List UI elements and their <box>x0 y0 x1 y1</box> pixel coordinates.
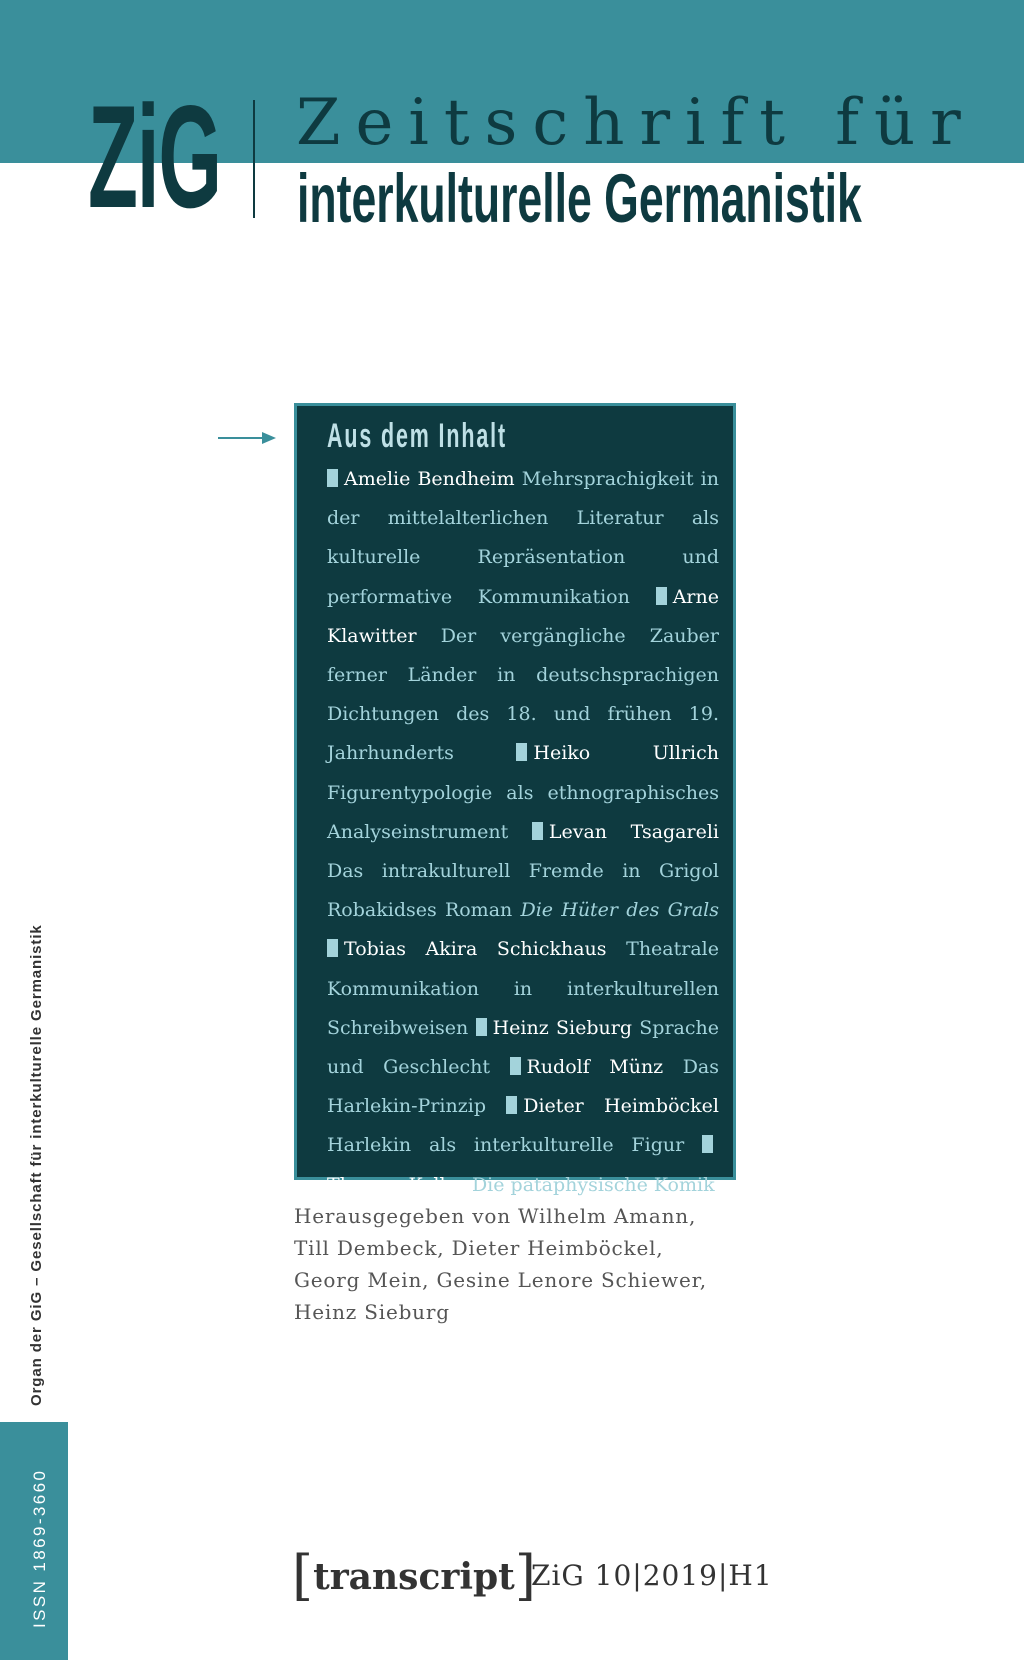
editors-credit <box>294 1200 724 1328</box>
publisher-bracket-close: ] <box>514 1544 536 1607</box>
contents-entry <box>327 586 719 765</box>
entry-author: Amelie Bendheim <box>344 468 515 490</box>
entry-marker-icon <box>702 1135 713 1153</box>
journal-title-line1: Zeitschrift für <box>296 86 976 160</box>
entry-title: Die pataphysische Komik <box>471 1173 715 1196</box>
entry-title: Theatrale Kommunikation in interkulturellen Schreibweisen <box>327 938 719 1039</box>
publisher-name: transcript <box>313 1556 515 1598</box>
entry-title: Mehrsprachigkeit in der mittelalterlichen Literatur als kulturelle Repräsentation und performative Kommunikation <box>327 468 719 608</box>
publisher-bracket-open: [ <box>292 1544 314 1607</box>
entry-title: Das intrakulturell Fremde in Grigol Robakidses Roman <box>327 860 719 922</box>
entry-marker-icon <box>327 469 338 487</box>
entry-title: Der vergängliche Zauber ferner Länder in deutschsprachigen Dichtungen des 18. und frühen 19. Jahrhunderts <box>327 624 719 765</box>
entry-marker-icon <box>532 822 543 840</box>
entry-title: Harlekin als interkulturelle Figur <box>327 1134 685 1157</box>
entry-author: Levan Tsagareli <box>548 820 719 843</box>
editors-line: Heinz Sieburg <box>294 1300 450 1324</box>
entry-marker-icon <box>506 1096 517 1114</box>
entry-marker-icon <box>516 743 527 761</box>
publisher-logo <box>292 1546 536 1606</box>
entry-title: Das Harlekin-Prinzip <box>327 1056 720 1118</box>
contents-box <box>294 403 736 1196</box>
spine-organ-text: Organ der GiG – Gesellschaft für interkulturelle Germanistik <box>28 924 45 1406</box>
journal-logo: ZiG <box>88 75 221 238</box>
entry-marker-icon <box>510 1057 521 1075</box>
entry-title: Sprache und Geschlecht <box>327 1016 719 1079</box>
editors-line: Georg Mein, Gesine Lenore Schiewer, <box>294 1268 707 1292</box>
contents-list <box>327 460 719 1205</box>
spine-issn: ISSN 1869-3660 <box>30 1468 49 1628</box>
journal-title-line2: interkulturelle Germanistik <box>297 160 862 237</box>
entry-title-italic: Die Hüter des Grals <box>520 899 719 922</box>
entry-marker-icon <box>327 939 338 957</box>
issue-number: ZiG 10|2019|H1 <box>531 1559 773 1592</box>
entry-marker-icon <box>656 587 667 605</box>
entry-author: Tobias Akira Schickhaus <box>344 938 607 961</box>
entry-marker-icon <box>476 1018 487 1036</box>
entry-author: Heinz Sieburg <box>492 1016 632 1039</box>
entry-author: Thomas Keller <box>327 1173 466 1196</box>
editors-line: Herausgegeben von Wilhelm Amann, <box>294 1204 697 1228</box>
title-divider <box>253 100 255 218</box>
entry-author: Heiko Ullrich <box>533 742 719 765</box>
entry-author: Arne Klawitter <box>327 585 719 647</box>
entry-author: Rudolf Münz <box>526 1056 664 1079</box>
entry-author: Dieter Heimböckel <box>523 1095 719 1118</box>
contents-heading: Aus dem Inhalt <box>327 417 507 455</box>
entry-title: Figurentypologie als ethnographisches Analyseinstrument <box>327 781 719 843</box>
editors-line: Till Dembeck, Dieter Heimböckel, <box>294 1236 664 1260</box>
arrow-right-icon <box>218 430 276 446</box>
